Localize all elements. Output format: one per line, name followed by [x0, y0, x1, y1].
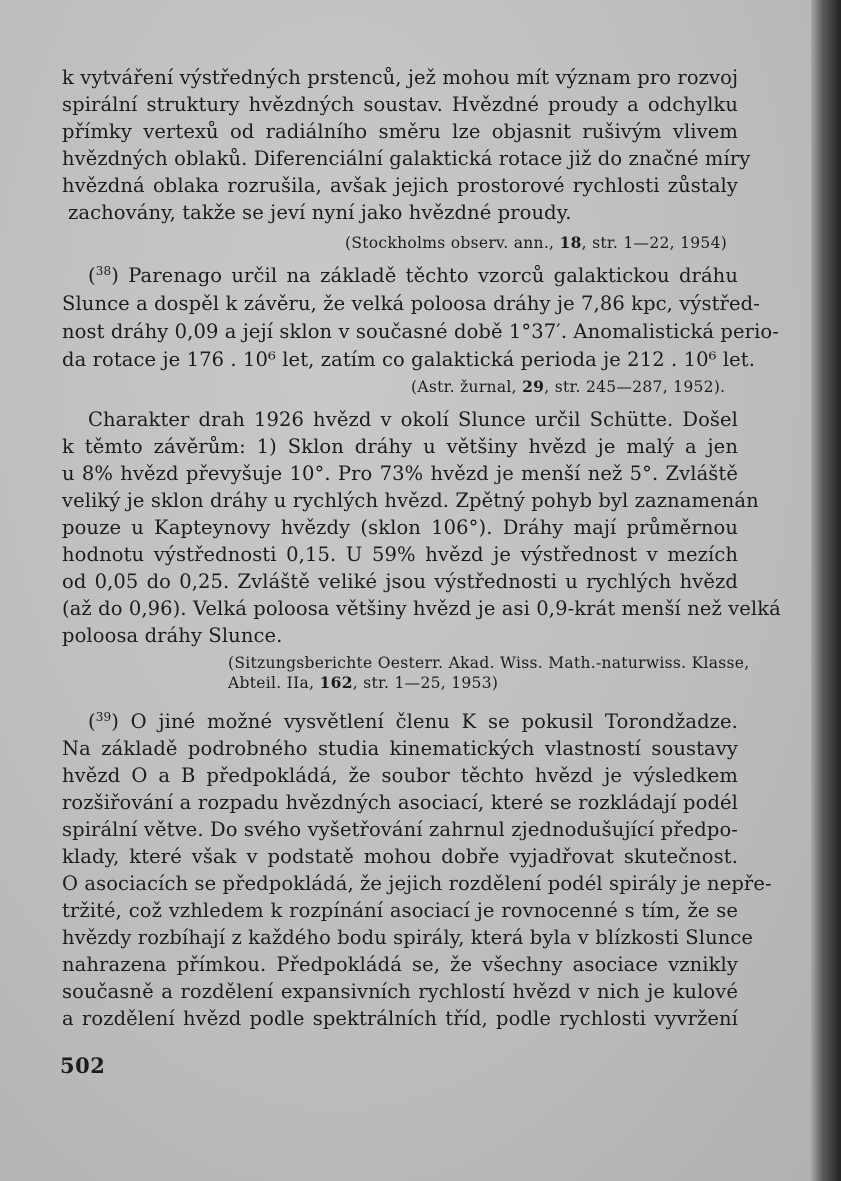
text-line: od 0,05 do 0,25. Zvláště veliké jsou výstřednosti u rychlých hvězd — [62, 570, 738, 593]
note-39-first-line: O jiné možné vysvětlení členu K se pokusil Torondžadze. — [130, 710, 738, 733]
citation-text-line-2: Abteil. IIa, 162, str. 1—25, 1953) — [228, 673, 499, 692]
text-line: hvězdy rozbíhají z každého bodu spirály, která byla v blízkosti Slunce — [62, 926, 754, 949]
text-line: hvězdná oblaka rozrušila, avšak jejich prostorové rychlosti zůstaly — [62, 174, 738, 197]
citation-text: (Astr. žurnal, — [411, 378, 523, 396]
text-line: spirální větve. Do svého vyšetřování zahrnul zjednodušující předpo- — [62, 818, 738, 841]
text-line: nost dráhy 0,09 a její sklon v současné době 1°37′. Anomalistická perio- — [62, 320, 779, 343]
text-line: hvězd O a B předpokládá, že soubor těchto hvězd je výsledkem — [62, 764, 738, 787]
citation-volume: 162 — [319, 673, 353, 692]
text-line: poloosa dráhy Slunce. — [62, 624, 283, 647]
text-line: klady, které však v podstatě mohou dobře vyjadřovat skutečnost. — [62, 845, 738, 868]
text-line: Slunce a dospěl k závěru, že velká poloosa dráhy je 7,86 kpc, výstřed- — [62, 292, 760, 315]
citation-3 — [228, 653, 750, 693]
text-line: ($^{39}$) O jiné možné vysvětlení členu K se pokusil Torondžadze. — [88, 710, 738, 733]
text-line: Na základě podrobného studia kinematických vlastností soustavy — [62, 737, 738, 760]
citation-2 — [411, 377, 725, 397]
citation-text: (Stockholms observ. ann., — [345, 234, 560, 252]
text-line: veliký je sklon dráhy u rychlých hvězd. Zpětný pohyb byl zaznamenán — [62, 489, 759, 512]
text-line: nahrazena přímkou. Předpokládá se, že všechny asociace vznikly — [62, 953, 738, 976]
text-line: da rotace je 176 . 10⁶ let, zatím co galaktická perioda je 212 . 10⁶ let. — [62, 348, 756, 371]
citation-volume: 18 — [559, 233, 582, 252]
text-line: (až do 0,96). Velká poloosa většiny hvězd je asi 0,9-krát menší než velká — [62, 597, 781, 620]
text-line: O asociacích se předpokládá, že jejich rozdělení podél spirály je nepře- — [62, 872, 772, 895]
text-line: ($^{38}$) Parenago určil na základě těchto vzorců galaktickou dráhu — [88, 264, 738, 287]
note-marker: 38 — [95, 264, 112, 278]
text-line: přímky vertexů od radiálního směru lze objasnit rušivým vlivem — [62, 120, 738, 143]
citation-volume: 29 — [522, 377, 545, 396]
text-line: hvězdných oblaků. Diferenciální galaktická rotace již do značné míry — [62, 147, 751, 170]
text-line: spirální struktury hvězdných soustav. Hvězdné proudy a odchylku — [62, 93, 738, 116]
text-line: rozšiřování a rozpadu hvězdných asociací, které se rozkládají podél — [62, 791, 738, 814]
page-number: 502 — [60, 1053, 106, 1078]
citation-text: (Sitzungsberichte Oesterr. Akad. Wiss. Math.-naturwiss. Klasse, — [228, 654, 750, 672]
citation-text: , str. 245—287, 1952). — [544, 378, 726, 396]
citation-text: , str. 1—22, 1954) — [581, 234, 728, 252]
note-marker: 39 — [95, 710, 112, 724]
text-line: současně a rozdělení expansivních rychlostí hvězd v nich je kulové — [62, 980, 738, 1003]
text-line: pouze u Kapteynovy hvězdy (sklon 106°). Dráhy mají průměrnou — [62, 516, 738, 539]
text-line: k vytváření výstředných prstenců, jež mohou mít význam pro rozvoj — [62, 66, 739, 89]
text-line: zachovány, takže se jeví nyní jako hvězdné proudy. — [68, 201, 572, 224]
citation-1 — [345, 233, 727, 253]
note-38-first-line: Parenago určil na základě těchto vzorců galaktickou dráhu — [128, 264, 738, 287]
text-line: k těmto závěrům: 1) Sklon dráhy u většiny hvězd je malý a jen — [62, 435, 738, 458]
text-line: hodnotu výstřednosti 0,15. U 59% hvězd je výstřednost v mezích — [62, 543, 738, 566]
page-edge-shadow — [811, 0, 841, 1181]
text-line: Charakter drah 1926 hvězd v okolí Slunce určil Schütte. Došel — [88, 408, 738, 431]
text-line: u 8% hvězd převyšuje 10°. Pro 73% hvězd je menší než 5°. Zvláště — [62, 462, 738, 485]
text-line: a rozdělení hvězd podle spektrálních tříd, podle rychlosti vyvržení — [62, 1007, 738, 1030]
text-line: tržité, což vzhledem k rozpínání asociací je rovnocenné s tím, že se — [62, 899, 738, 922]
